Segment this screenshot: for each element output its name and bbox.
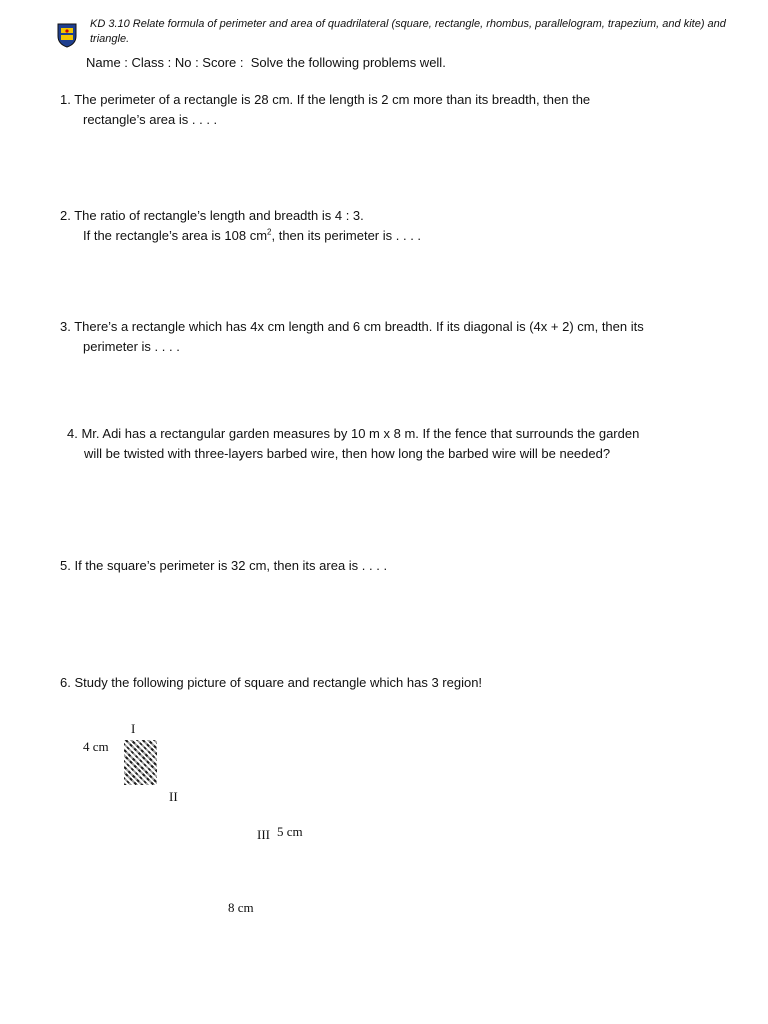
competency-statement: KD 3.10 Relate formula of perimeter and area of quadrilateral (square, rectangle, rhombus, parallelogram, trapezium, and kite) and triangle.: [90, 18, 726, 45]
side-5cm-label: 5 cm: [277, 824, 303, 839]
question-6-line-1: 6. Study the following picture of square and rectangle which has 3 region!: [60, 675, 483, 690]
side-8cm-label: 8 cm: [228, 900, 254, 915]
side-4cm-label: 4 cm: [83, 739, 109, 754]
question-6: [60, 673, 720, 693]
shaded-region-1: [124, 740, 157, 785]
region-3-label: III: [257, 827, 270, 842]
question-4: [67, 424, 747, 464]
question-4-line-1: 4. Mr. Adi has a rectangular garden measures by 10 m x 8 m. If the fence that surrounds the garden: [67, 426, 640, 441]
question-1-line-1: 1. The perimeter of a rectangle is 28 cm. If the length is 2 cm more than its breadth, then the: [60, 92, 591, 107]
school-logo: [56, 22, 78, 48]
region-2-label: II: [169, 789, 178, 804]
question-1-line-2: rectangle’s area is . . . .: [83, 112, 218, 127]
question-2-line-2: [60, 226, 720, 246]
name-class-score-line: Name : Class : No : Score : Solve the following problems well.: [86, 55, 446, 70]
squared-superscript: 2: [267, 227, 272, 237]
question-2-text-pre: If the rectangle’s area is 108 cm: [83, 228, 268, 243]
question-5-line-1: 5. If the square’s perimeter is 32 cm, then its area is . . . .: [60, 558, 388, 573]
question-2-text-post: , then its perimeter is . . . .: [271, 228, 422, 243]
question-2-line-1: 2. The ratio of rectangle’s length and breadth is 4 : 3.: [60, 208, 364, 223]
region-1-label: I: [131, 721, 136, 736]
question-4-line-2: will be twisted with three-layers barbed wire, then how long the barbed wire will be needed?: [84, 446, 611, 461]
question-3-line-1: 3. There’s a rectangle which has 4x cm length and 6 cm breadth. If its diagonal is (4x + 2) cm, then its: [60, 319, 644, 334]
question-1: [60, 90, 720, 130]
question-2: [60, 206, 720, 246]
question-5: [60, 556, 720, 576]
question-3-line-2: perimeter is . . . .: [83, 339, 180, 354]
question-3: [60, 317, 750, 357]
